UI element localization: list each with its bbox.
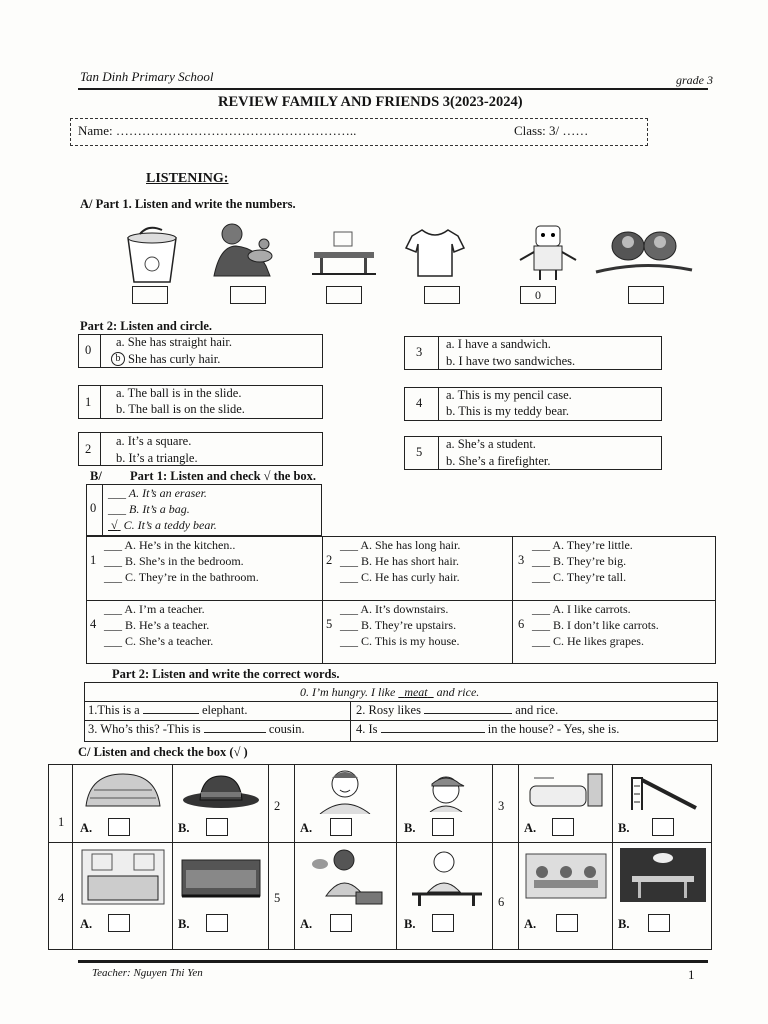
part-c-heading: C/ Listen and check the box (√ ) [78,745,248,759]
listening-heading: LISTENING: [146,171,229,186]
picture-number-box-1[interactable] [132,286,168,304]
section-b-label: B/ [90,469,102,483]
fill-row-3-post: cousin. [268,722,305,736]
check-box-2a[interactable] [330,818,352,836]
page-title: REVIEW FAMILY AND FRIENDS 3(2023-2024) [218,94,523,110]
circle-option-a[interactable]: a. This is my pencil case. [446,388,572,402]
picture-group-number: 6 [498,895,505,909]
option-b-label: B. [404,821,416,835]
circle-option-b[interactable]: b. She’s a firefighter. [446,454,551,468]
check-box-4b[interactable] [206,914,228,932]
check-option-a[interactable]: A. I’m a teacher. [124,602,205,616]
fill-example-answer: meat [404,685,428,699]
picture-group-number: 2 [274,799,281,813]
circle-item-2 [78,432,323,466]
dining-room-icon [308,222,380,278]
check-item-number: 6 [518,617,525,631]
circle-item-number: 5 [416,445,423,459]
part-b2-heading: Part 2: Listen and write the correct words. [112,667,340,681]
check-mark: √ [111,518,118,532]
page-number: 1 [688,967,695,982]
fill-blank-1[interactable] [143,713,199,714]
circle-item-number: 1 [85,395,92,409]
part-b1-heading: Part 1: Listen and check √ the box. [130,469,317,483]
fill-example-post: and rice. [436,685,480,699]
check-option-b[interactable]: B. She’s in the bedroom. [125,554,244,568]
check-box-3a[interactable] [552,818,574,836]
check-option-b[interactable]: B. I don’t like carrots. [553,618,659,632]
check-option-c[interactable]: C. He has curly hair. [361,570,460,584]
picture-number-box-3[interactable] [326,286,362,304]
check-box-6a[interactable] [556,914,578,932]
check-option-c[interactable]: C. This is my house. [361,634,460,648]
check-item-number: 5 [326,617,333,631]
name-field[interactable]: Name: ……………………………………………….. [78,123,357,138]
header-rule [78,88,708,90]
check-option-b[interactable]: B. He has short hair. [361,554,459,568]
fill-example-pre: 0. I’m hungry. I like [300,685,396,699]
option-a-label: A. [80,917,93,931]
picture-group-number: 3 [498,799,505,813]
check-option-c[interactable]: C. They’re tall. [553,570,627,584]
check-option-a[interactable]: A. I like carrots. [552,602,631,616]
check-option-c[interactable]: C. She’s a teacher. [125,634,214,648]
children-in-classroom-icon [522,850,610,902]
option-a-label: A. [300,917,313,931]
fill-row-2-pre: 2. Rosy likes [356,703,421,717]
circle-item-number: 0 [85,343,92,357]
circle-item-number: 2 [85,442,92,456]
monkeys-on-branch-icon [594,220,694,282]
teacher-name: Teacher: Nguyen Thi Yen [92,967,203,979]
option-b-label: B. [404,917,416,931]
fill-blank-3[interactable] [204,732,266,733]
example-number: 0 [90,501,97,515]
option-b-label: B. [618,917,630,931]
check-box-3b[interactable] [652,818,674,836]
fill-row-4-pre: 4. Is [356,722,378,736]
check-box-2b[interactable] [432,818,454,836]
yogurt-cup-icon [118,224,186,286]
circled-answer-mark: b [111,352,125,366]
picture-number-box-6[interactable] [628,286,664,304]
circle-option-a[interactable]: a. The ball is in the slide. [116,386,242,400]
check-option-a[interactable]: A. They’re little. [552,538,633,552]
circle-option-a[interactable]: a. It’s a square. [116,434,192,448]
example-option-c: C. It’s a teddy bear. [123,518,217,532]
fill-blank-4[interactable] [381,732,485,733]
check-box-1a[interactable] [108,818,130,836]
footer-rule [78,960,708,963]
circle-option-b[interactable]: b. The ball is on the slide. [116,402,245,416]
bathroom-bathtub-icon [524,768,608,812]
circle-item-number: 3 [416,345,423,359]
check-option-b[interactable]: B. He’s a teacher. [125,618,210,632]
t-shirt-icon [404,226,466,280]
option-a-label: A. [300,821,313,835]
option-a-label: A. [80,821,93,835]
part-a1-heading: A/ Part 1. Listen and write the numbers. [80,197,296,211]
check-box-1b[interactable] [206,818,228,836]
check-option-c[interactable]: C. He likes grapes. [553,634,644,648]
check-option-b[interactable]: B. They’re big. [553,554,627,568]
picture-group-number: 5 [274,891,281,905]
picture-group-number: 1 [58,815,65,829]
check-option-a[interactable]: A. He’s in the kitchen.. [124,538,236,552]
circle-option-a[interactable]: a. She’s a student. [446,437,536,451]
check-option-a[interactable]: A. She has long hair. [360,538,461,552]
bedroom-bed-icon [178,850,264,902]
example-option-a: A. It’s an eraser. [128,486,207,500]
option-b-label: B. [178,821,190,835]
school-name: Tan Dinh Primary School [80,69,214,84]
option-b-label: B. [618,821,630,835]
picture-group-number: 4 [58,891,65,905]
robot-toy-icon [516,220,582,282]
fill-row-3-pre: 3. Who’s this? -This is [88,722,201,736]
option-a-label: A. [524,917,537,931]
check-item-number: 3 [518,553,525,567]
kitchen-scene-icon [78,846,168,908]
class-field[interactable]: Class: 3/ …… [514,123,589,138]
fill-row-1-pre: 1.This is a [88,703,140,717]
check-option-c[interactable]: C. They’re in the bathroom. [125,570,259,584]
boy-with-cap-icon [404,768,488,812]
option-a-label: A. [524,821,537,835]
slide-playground-icon [618,768,706,814]
circle-option-b[interactable]: b. This is my teddy bear. [446,404,570,418]
picture-number-box-5[interactable]: 0 [520,286,556,304]
check-box-4a[interactable] [108,914,130,932]
option-b-label: B. [178,917,190,931]
fill-row-2-post: and rice. [515,703,559,717]
beanie-hat-icon [80,768,166,812]
picture-number-box-4[interactable] [424,286,460,304]
circle-option-b[interactable]: She has curly hair. [128,352,221,366]
circle-option-b[interactable]: b. I have two sandwiches. [446,354,576,368]
picture-number-box-2[interactable] [230,286,266,304]
check-option-b[interactable]: B. They’re upstairs. [361,618,457,632]
check-box-6b[interactable] [648,914,670,932]
circle-option-a[interactable]: a. I have a sandwich. [446,337,551,351]
check-box-5a[interactable] [330,914,352,932]
dark-dining-room-icon [618,846,708,904]
fill-row-4-post: in the house? - Yes, she is. [487,722,620,736]
check-item-number: 4 [90,617,97,631]
fill-row-1-post: elephant. [201,703,248,717]
fill-blank-2[interactable] [424,713,512,714]
circle-option-a[interactable]: a. She has straight hair. [116,335,232,349]
part-a2-heading: Part 2: Listen and circle. [80,319,213,333]
example-option-b: B. It’s a bag. [129,502,190,516]
woman-cooking-icon [304,846,390,908]
check-item-number: 1 [90,553,97,567]
girl-eating-icon [206,216,278,282]
fedora-hat-icon [180,770,262,810]
circle-item-number: 4 [416,396,423,410]
check-box-5b[interactable] [432,914,454,932]
circle-option-b[interactable]: b. It’s a triangle. [116,451,198,465]
grade-label: grade 3 [676,73,713,87]
check-option-a[interactable]: A. It’s downstairs. [360,602,449,616]
boy-at-table-icon [404,846,490,908]
boy-smiling-icon [300,766,390,814]
check-item-number: 2 [326,553,333,567]
